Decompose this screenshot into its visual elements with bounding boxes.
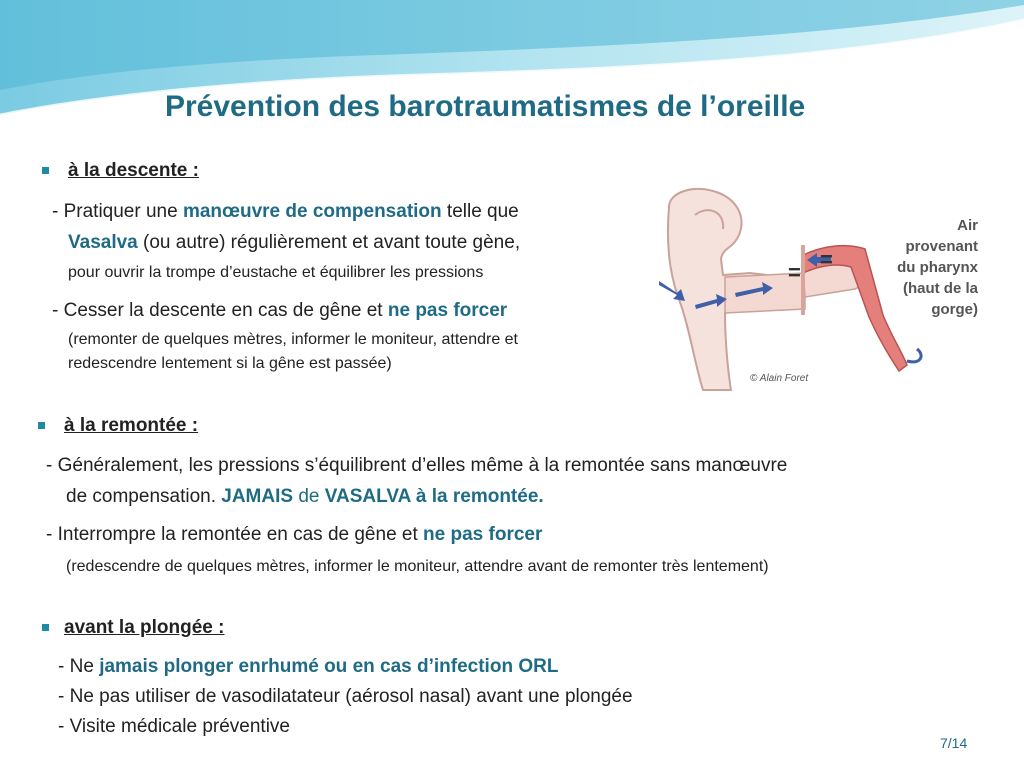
equals-sign: = xyxy=(820,247,833,272)
highlight-text: Vasalva xyxy=(68,232,138,253)
bullet-marker xyxy=(42,167,49,174)
slide-title: Prévention des barotraumatismes de l’oreille xyxy=(165,90,806,123)
highlight-text: manœuvre de compensation xyxy=(182,201,442,222)
text-line xyxy=(46,524,542,546)
bullet-marker xyxy=(38,422,45,429)
label-line: gorge) xyxy=(931,301,978,318)
text-line: - Généralement, les pressions s’équilibrent d’elles même à la remontée sans manœuvre xyxy=(46,455,788,476)
air-source-label xyxy=(868,215,978,320)
text-segment: (ou autre) régulièrement et avant toute gène, xyxy=(137,232,521,253)
text-line: pour ouvrir la trompe d’eustache et équilibrer les pressions xyxy=(68,264,484,281)
text-segment: - Cesser la descente en cas de gêne et xyxy=(52,300,388,321)
text-line xyxy=(52,201,519,223)
text-line: - Ne pas utiliser de vasodilatateur (aérosol nasal) avant une plongée xyxy=(58,686,633,707)
text-line: redescendre lentement si la gêne est passée) xyxy=(68,355,392,372)
text-segment: - Interrompre la remontée en cas de gêne et xyxy=(46,524,424,545)
image-credit: © Alain Foret xyxy=(750,373,809,384)
eardrum-membrane xyxy=(801,245,805,315)
text-line: (redescendre de quelques mètres, informer le moniteur, attendre avant de remonter très lentement) xyxy=(66,558,769,575)
text-line xyxy=(66,486,544,508)
highlight-text: jamais plonger enrhumé ou en cas d’infection ORL xyxy=(99,656,559,677)
curved-arrow-icon xyxy=(907,349,921,362)
text-segment: de xyxy=(293,486,325,507)
equals-sign: = xyxy=(788,260,801,285)
page-number: 7/14 xyxy=(940,735,968,751)
highlight-text: ne pas forcer xyxy=(387,300,508,321)
text-segment: - Ne xyxy=(58,656,100,677)
highlight-text: JAMAIS xyxy=(221,486,294,507)
highlight-text: VASALVA à la remontée. xyxy=(324,486,544,507)
text-line xyxy=(58,656,558,678)
label-line: provenant xyxy=(905,238,978,255)
text-line xyxy=(52,300,507,322)
text-line: (remonter de quelques mètres, informer le moniteur, attendre et xyxy=(68,331,518,348)
text-segment: de compensation. xyxy=(66,486,222,507)
section-heading-descente: à la descente : xyxy=(68,160,199,181)
text-line: - Visite médicale préventive xyxy=(58,716,290,737)
text-segment: - Pratiquer une xyxy=(52,201,183,222)
highlight-text: ne pas forcer xyxy=(423,524,543,545)
text-line xyxy=(68,232,520,254)
label-line: Air xyxy=(957,217,978,234)
section-heading-remontee: à la remontée : xyxy=(64,415,199,436)
bullet-marker xyxy=(42,624,49,631)
text-segment: telle que xyxy=(441,201,519,222)
label-line: (haut de la xyxy=(902,280,978,297)
label-line: du pharynx xyxy=(897,259,978,276)
section-heading-avant-plongee: avant la plongée : xyxy=(64,617,225,638)
